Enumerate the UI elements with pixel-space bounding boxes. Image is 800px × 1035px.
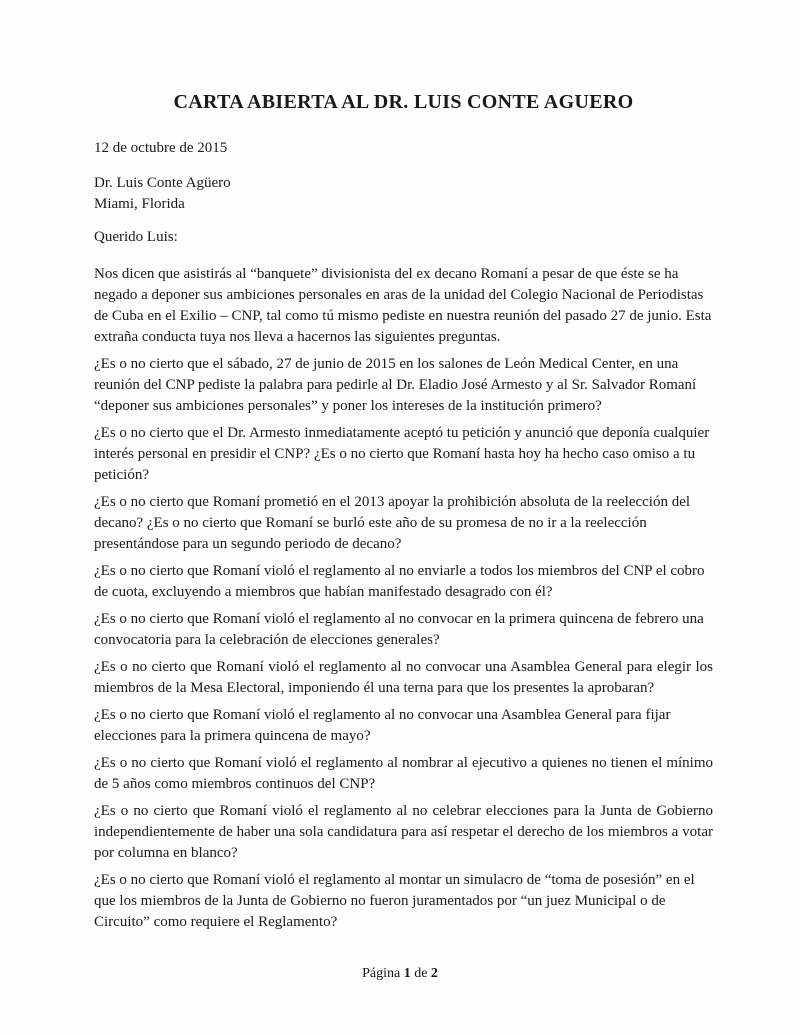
recipient-location: Miami, Florida [94,196,185,212]
paragraph-4: ¿Es o no cierto que Romaní prometió en el 2013 apoyar la prohibición absoluta de la reelección del decano? ¿Es o no cierto que Romaní se burló este año de su promesa de no ir a la reelección presentándose para un segundo periodo de decano? [94,494,691,552]
recipient-name: Dr. Luis Conte Agüero [94,175,231,191]
paragraph-1: Nos dicen que asistirás al “banquete” divisionista del ex decano Romaní a pesar de que éste se ha negado a deponer sus ambiciones personales en aras de la unidad del Colegio Nacional de Periodistas de Cuba en el Exilio – CNP, tal como tú mismo pediste en nuestra reunión del pasado 27 de junio. Esta extraña conducta tuya nos lleva a hacernos las siguientes preguntas. [94,266,712,345]
paragraph-11: ¿Es o no cierto que Romaní violó el reglamento al montar un simulacro de “toma de posesión” en el que los miembros de la Junta de Gobierno no fueron juramentados por “un juez Municipal o de Circuito” como requiere el Reglamento? [94,872,695,930]
document-title: CARTA ABIERTA AL DR. LUIS CONTE AGUERO [173,91,634,113]
paragraph-6: ¿Es o no cierto que Romaní violó el reglamento al no convocar en la primera quincena de febrero una convocatoria para la celebración de elecciones generales? [94,611,704,648]
page-footer [0,965,800,983]
paragraph-9: ¿Es o no cierto que Romaní violó el reglamento al nombrar al ejecutivo a quienes no tienen el mínimo de 5 años como miembros continuos del CNP? [94,755,713,792]
paragraph-3: ¿Es o no cierto que el Dr. Armesto inmediatamente aceptó tu petición y anunció que deponía cualquier interés personal en presidir el CNP? ¿Es o no cierto que Romaní hasta hoy ha hecho caso omiso a tu petición? [94,425,710,483]
footer-separator: de [414,966,428,981]
paragraph-10: ¿Es o no cierto que Romaní violó el reglamento al no celebrar elecciones para la Junta de Gobierno independientemente de haber una sola candidatura para así respetar el derecho de los miembros a votar por columna en blanco? [94,803,713,861]
paragraph-8: ¿Es o no cierto que Romaní violó el reglamento al no convocar una Asamblea General para fijar elecciones para la primera quincena de mayo? [94,707,671,744]
footer-total-pages: 2 [430,966,438,981]
paragraph-2: ¿Es o no cierto que el sábado, 27 de junio de 2015 en los salones de León Medical Center, en una reunión del CNP pediste la palabra para pedirle al Dr. Eladio José Armesto y al Sr. Salvador Romaní “deponer sus ambiciones personales” y poner los intereses de la institución primero? [94,356,697,414]
recipient-block [94,173,713,215]
salutation: Querido Luis: [94,229,178,245]
footer-label: Página [362,966,401,981]
paragraph-5: ¿Es o no cierto que Romaní violó el reglamento al no enviarle a todos los miembros del CNP el cobro de cuota, excluyendo a miembros que habían manifestado desagrado con él? [94,563,705,600]
paragraph-7: ¿Es o no cierto que Romaní violó el reglamento al no convocar una Asamblea General para elegir los miembros de la Mesa Electoral, imponiendo él una terna para que los presentes la aprobaran? [94,659,713,696]
date-line: 12 de octubre de 2015 [94,140,228,156]
footer-page-number: 1 [403,966,411,981]
